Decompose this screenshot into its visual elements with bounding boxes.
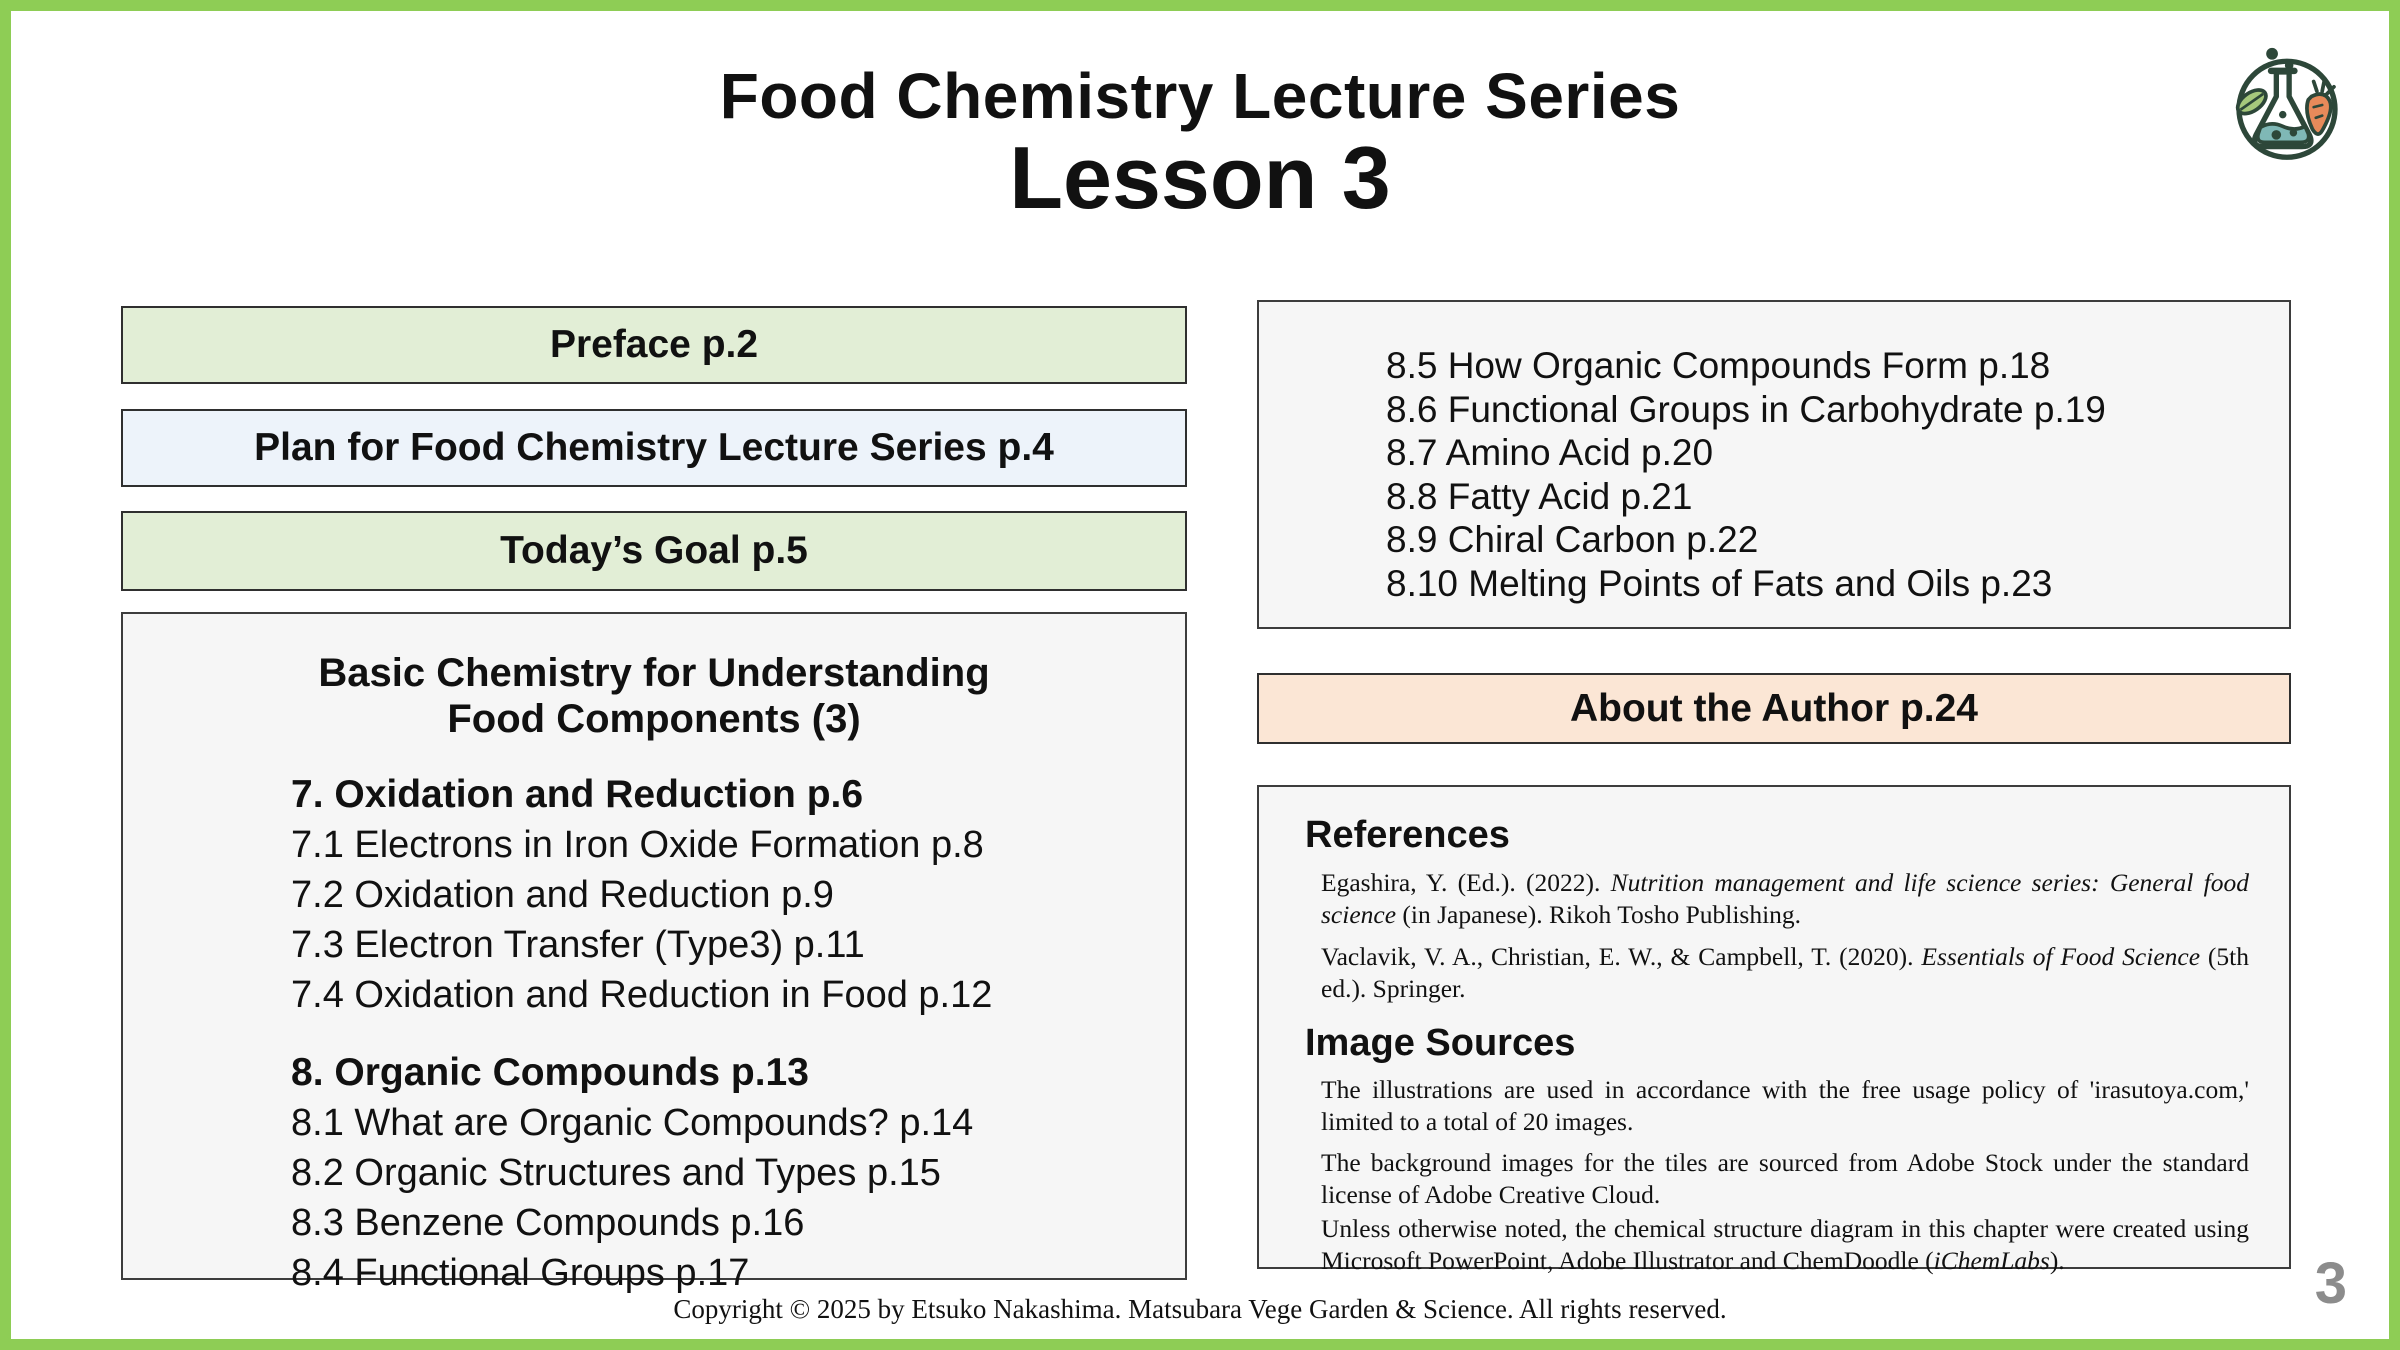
toc-item: 8.8 Fatty Acid p.21 [1386, 475, 1693, 517]
toc-section-items [291, 1098, 1165, 1298]
toc-body [123, 770, 1185, 1298]
toc-box-todays-goal-label: Today’s Goal p.5 [500, 529, 808, 572]
image-sources-paragraph: The illustrations are used in accordance with the free usage policy of 'irasutoya.com,' limited to a total of 20 images. [1321, 1075, 2249, 1136]
toc-box-plan-label: Plan for Food Chemistry Lecture Series p.4 [254, 426, 1054, 469]
toc-item: 8.6 Functional Groups in Carbohydrate p.19 [1386, 388, 2106, 430]
toc-item: 8.3 Benzene Compounds p.16 [291, 1202, 805, 1244]
toc-section-items [291, 820, 1165, 1020]
page-number: 3 [2314, 1251, 2347, 1316]
toc-item: 8.10 Melting Points of Fats and Oils p.23 [1386, 562, 2053, 604]
toc-item: 8.4 Functional Groups p.17 [291, 1252, 750, 1294]
toc-item: 7.3 Electron Transfer (Type3) p.11 [291, 924, 865, 966]
toc-item: 8.9 Chiral Carbon p.22 [1386, 519, 1759, 560]
reference-entry: Vaclavik, V. A., Christian, E. W., & Campbell, T. (2020). Essentials of Food Science (5th ed.). Springer. [1321, 942, 2249, 1003]
chapter-toc-box [121, 612, 1187, 1294]
flask-leaf-carrot-logo-icon [2223, 41, 2351, 169]
toc-box-todays-goal [121, 511, 1187, 591]
toc-box-plan [121, 409, 1187, 487]
image-sources-paragraph: The background images for the tiles are sourced from Adobe Stock under the standard license of Adobe Creative Cloud. [1321, 1148, 2249, 1209]
copyright-line: Copyright © 2025 by Etsuko Nakashima. Matsubara Vege Garden & Science. All rights reserved. [673, 1294, 1727, 1324]
toc-section-heading: 7. Oxidation and Reduction p.6 [291, 773, 864, 816]
image-sources-paragraph: Unless otherwise noted, the chemical structure diagram in this chapter were created using Microsoft PowerPoint, Adobe Illustrator and ChemDoodle (iChemLabs). [1321, 1214, 2249, 1275]
toc-box-preface [121, 306, 1187, 384]
toc-box-preface-label: Preface p.2 [549, 323, 759, 366]
about-author-box [1257, 673, 2291, 744]
toc-title-line1: Basic Chemistry for Understanding [318, 651, 990, 695]
toc-continuation-list [1259, 302, 2289, 605]
toc-item: 7.4 Oxidation and Reduction in Food p.12 [291, 974, 993, 1016]
lesson-title: Lesson 3 [1009, 128, 1391, 228]
about-author-label: About the Author p.24 [1569, 686, 1978, 730]
toc-title [123, 650, 1185, 742]
series-title: Food Chemistry Lecture Series [719, 60, 1681, 132]
references-box [1257, 785, 2291, 1275]
toc-item: 8.2 Organic Structures and Types p.15 [291, 1152, 941, 1194]
toc-section-heading: 8. Organic Compounds p.13 [291, 1051, 809, 1094]
toc-item: 7.2 Oxidation and Reduction p.9 [291, 874, 834, 916]
toc-title-line2: Food Components (3) [447, 697, 861, 741]
toc-item: 8.5 How Organic Compounds Form p.18 [1386, 345, 2051, 386]
toc-item: 8.1 What are Organic Compounds? p.14 [291, 1102, 974, 1144]
header [11, 60, 2389, 228]
references-heading: References [1305, 814, 1510, 856]
toc-item: 8.7 Amino Acid p.20 [1386, 432, 1714, 473]
reference-entry: Egashira, Y. (Ed.). (2022). Nutrition management and life science series: General food science (in Japanese). Rikoh Tosho Publishing. [1321, 868, 2249, 929]
image-sources-heading: Image Sources [1305, 1022, 1576, 1064]
toc-continuation-box [1257, 300, 2291, 629]
toc-item: 7.1 Electrons in Iron Oxide Formation p.8 [291, 824, 984, 866]
